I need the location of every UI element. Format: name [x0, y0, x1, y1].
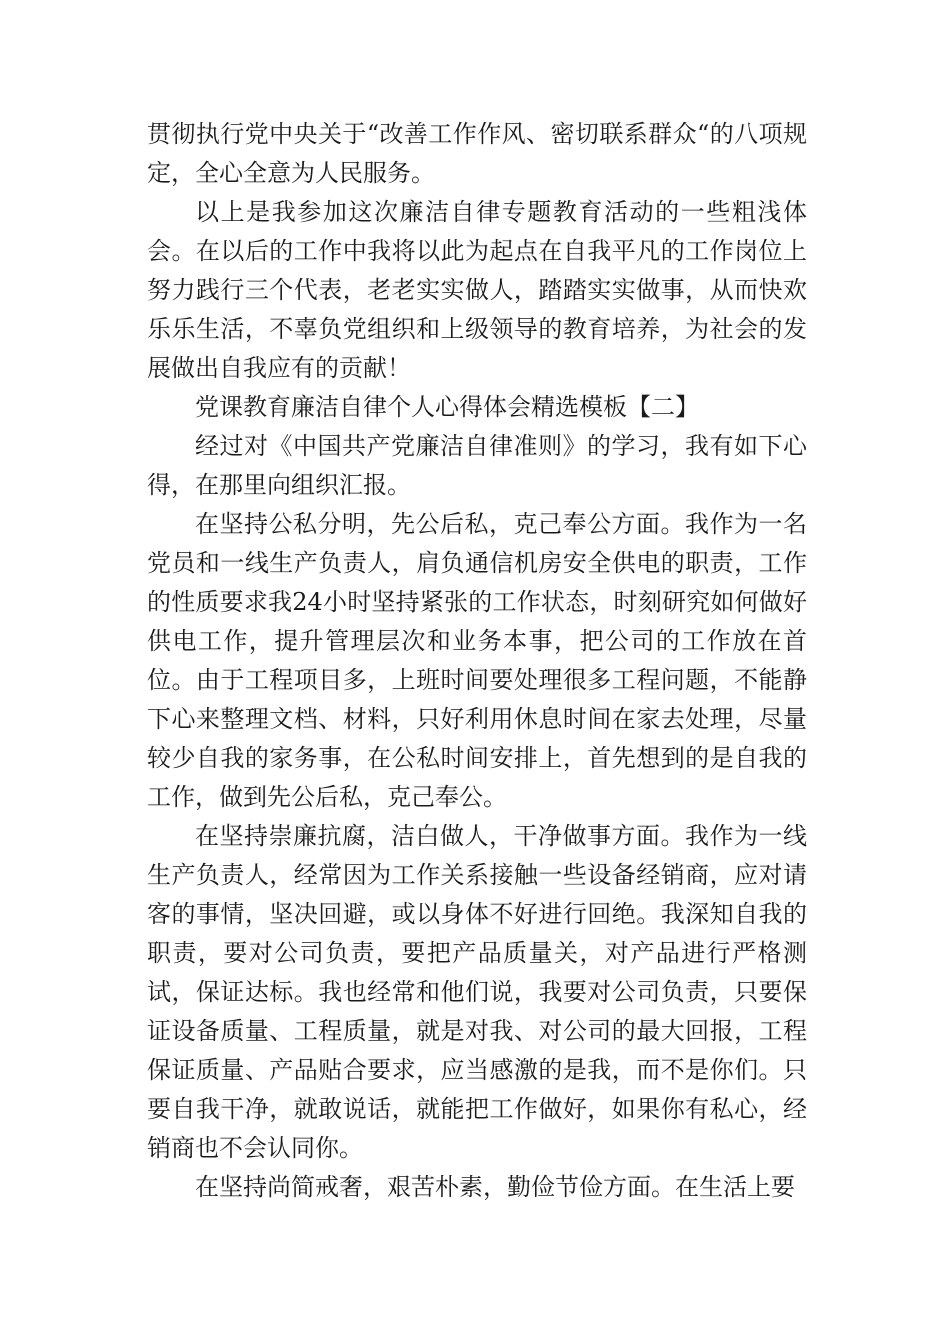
paragraph-anti-corruption: 在坚持崇廉抗腐，洁白做人，干净做事方面。我作为一线生产负责人，经常因为工作关系接触一些设备经销商，应对请客的事情，坚决回避，或以身体不好进行回绝。我深知自我的职责，要对公司负责，要把产品质量关，对产品进行严格测试，保证达标。我也经常和他们说，我要对公司负责，只要保证设备质量、工程质量，就是对我、对公司的最大回报，工程保证质量、产品贴合要求，应当感激的是我，而不是你们。只要自我干净，就敢说话，就能把工作做好，如果你有私心，经销商也不会认同你。 — [147, 822, 807, 1162]
paragraph-frugality: 在坚持尚简戒奢，艰苦朴素，勤俭节俭方面。在生活上要 — [195, 1173, 795, 1201]
section-heading: 党课教育廉洁自律个人心得体会精选模板【二】 — [195, 393, 699, 421]
paragraph-conclusion: 以上是我参加这次廉洁自律专题教育活动的一些粗浅体会。在以后的工作中我将以此为起点在自我平凡的工作岗位上努力践行三个代表，老老实实做人，踏踏实实做事，从而快欢乐乐生活，不辜负党组织和上级领导的教育培养，为社会的发展做出自我应有的贡献！ — [147, 198, 807, 382]
paragraph-public-private: 在坚持公私分明，先公后私，克己奉公方面。我作为一名党员和一线生产负责人，肩负通信机房安全供电的职责，工作的性质要求我24小时坚持紧张的工作状态，时刻研究如何做好供电工作，提升管理层次和业务本事，把公司的工作放在首位。由于工程项目多，上班时间要处理很多工程问题，不能静下心来整理文档、材料，只好利用休息时间在家去处理，尽量较少自我的家务事，在公私时间安排上，首先想到的是自我的工作，做到先公后私，克己奉公。 — [147, 510, 807, 811]
paragraph-continuation: 贯彻执行党中央关于“改善工作作风、密切联系群众“的八项规定，全心全意为人民服务。 — [147, 120, 807, 187]
document-page — [147, 115, 807, 1207]
paragraph-intro: 经过对《中国共产党廉洁自律准则》的学习，我有如下心得，在那里向组织汇报。 — [147, 432, 807, 499]
